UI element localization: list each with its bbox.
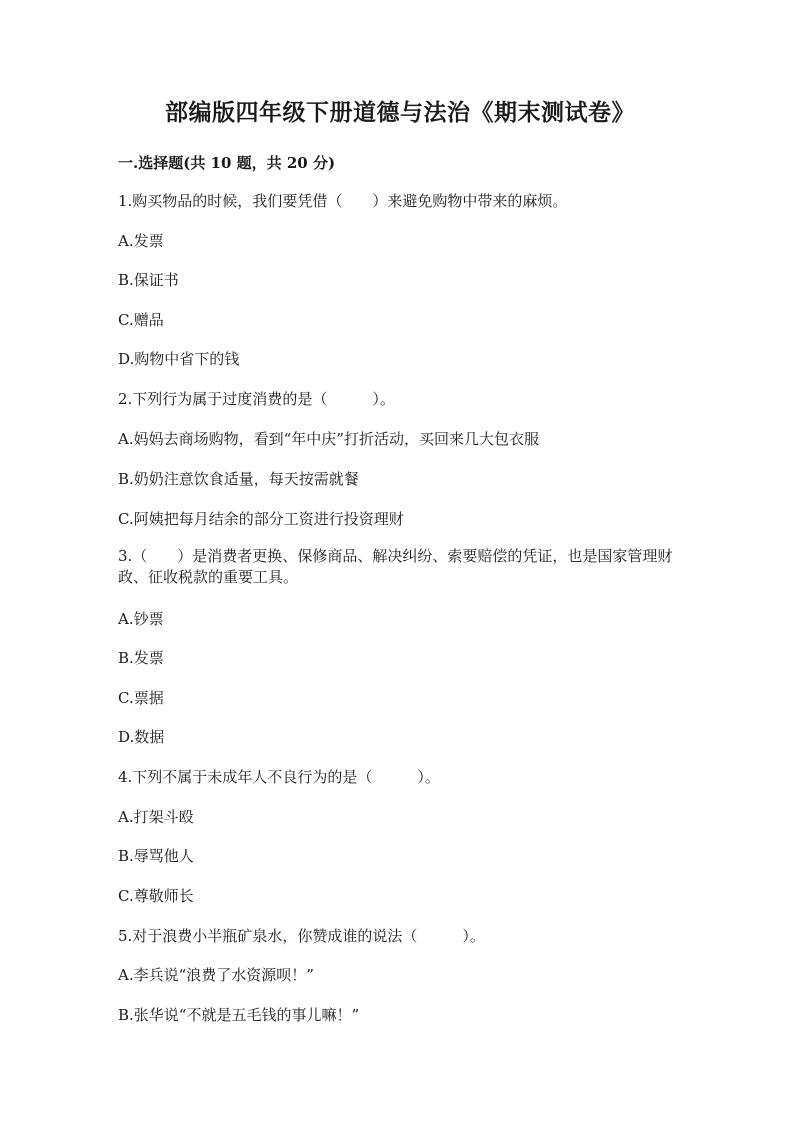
- question-3-stem: 3.（ ）是消费者更换、保修商品、解决纠纷、索要赔偿的凭证，也是国家管理财政、征收税款的重要工具。: [118, 547, 673, 586]
- question-1-stem: 1.购买物品的时候，我们要凭借（ ）来避免购物中带来的麻烦。: [118, 192, 568, 210]
- question-4-option-b: B.辱骂他人: [118, 847, 194, 865]
- question-3-option-b: B.发票: [118, 649, 164, 667]
- question-2-stem: 2.下列行为属于过度消费的是（ ）。: [118, 390, 395, 408]
- document-title: 部编版四年级下册道德与法治《期末测试卷》: [165, 99, 635, 126]
- question-4-option-c: C.尊敬师长: [118, 887, 194, 905]
- question-4-option-a: A.打架斗殴: [118, 808, 194, 826]
- question-5-option-b: B.张华说“不就是五毛钱的事儿嘛！”: [118, 1006, 360, 1024]
- question-1-option-a: A.发票: [118, 232, 164, 250]
- question-3-option-d: D.数据: [118, 728, 165, 746]
- question-2-option-a: A.妈妈去商场购物，看到“年中庆”打折活动，买回来几大包衣服: [118, 430, 539, 448]
- question-2-option-c: C.阿姨把每月结余的部分工资进行投资理财: [118, 510, 404, 528]
- question-4-stem: 4.下列不属于未成年人不良行为的是（ ）。: [118, 768, 440, 786]
- question-1-option-c: C.赠品: [118, 311, 164, 329]
- question-2-option-b: B.奶奶注意饮食适量，每天按需就餐: [118, 470, 359, 488]
- section-heading: 一.选择题(共 10 题，共 20 分): [118, 154, 336, 172]
- question-1-option-d: D.购物中省下的钱: [118, 350, 240, 368]
- question-5-stem: 5.对于浪费小半瓶矿泉水，你赞成谁的说法（ ）。: [118, 927, 485, 945]
- question-5-option-a: A.李兵说“浪费了水资源呗！”: [118, 966, 314, 984]
- question-3-option-a: A.钞票: [118, 610, 164, 628]
- question-3-option-c: C.票据: [118, 689, 164, 707]
- question-1-option-b: B.保证书: [118, 271, 179, 289]
